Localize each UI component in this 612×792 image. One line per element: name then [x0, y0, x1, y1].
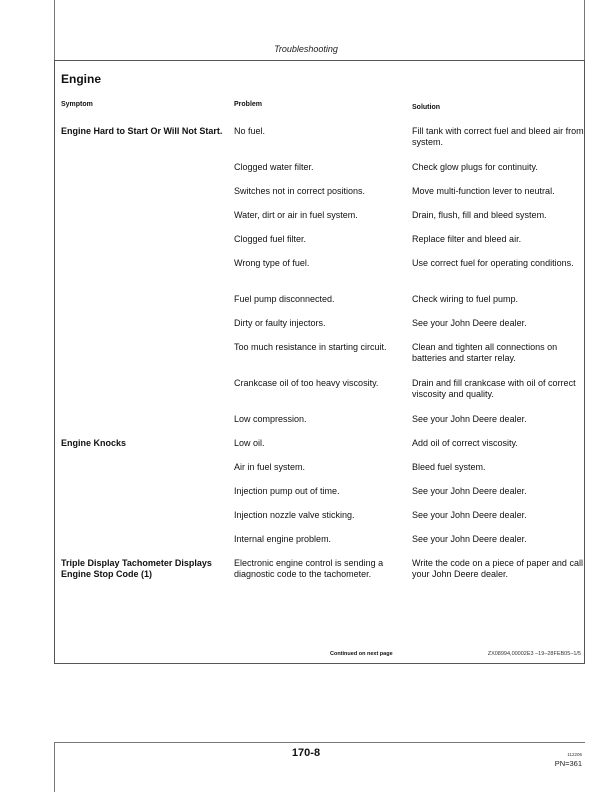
solution-text: Use correct fuel for operating conditions. — [412, 258, 574, 268]
problem-text: Switches not in correct positions. — [234, 186, 366, 196]
solution-text: Replace filter and bleed air. — [412, 234, 522, 244]
solution-text: Fill tank with correct fuel and bleed air from system. — [412, 126, 584, 147]
problem-text: Internal engine problem. — [234, 534, 332, 544]
column-header-solution: Solution — [412, 104, 440, 111]
problem-text: No fuel. — [234, 126, 266, 136]
solution-text: See your John Deere dealer. — [412, 534, 527, 544]
problem-text: Air in fuel system. — [234, 462, 306, 472]
problem-text: Crankcase oil of too heavy viscosity. — [234, 378, 379, 388]
document-id: ZX08994,00002E3 –19–28FEB05–1/5 — [487, 651, 581, 657]
problem-text: Injection pump out of time. — [234, 486, 340, 496]
solution-text: See your John Deere dealer. — [412, 486, 527, 496]
problem-text: Clogged water filter. — [234, 162, 314, 172]
footer-rule — [54, 742, 585, 743]
column-header-symptom: Symptom — [61, 101, 93, 108]
solution-text: Bleed fuel system. — [412, 462, 486, 472]
problem-text: Wrong type of fuel. — [234, 258, 310, 268]
continued-note: Continued on next page — [330, 651, 393, 657]
solution-text: Move multi-function lever to neutral. — [412, 186, 555, 196]
solution-text: Drain and fill crankcase with oil of correct viscosity and quality. — [412, 378, 576, 399]
solution-text: Drain, flush, fill and bleed system. — [412, 210, 547, 220]
solution-text: Add oil of correct viscosity. — [412, 438, 518, 448]
symptom-text: Engine Hard to Start Or Will Not Start. — [61, 126, 223, 136]
section-title: Engine — [61, 72, 102, 86]
problem-text: Injection nozzle valve sticking. — [234, 510, 355, 520]
problem-text: Low oil. — [234, 438, 265, 448]
problem-text: Fuel pump disconnected. — [234, 294, 335, 304]
solution-text: See your John Deere dealer. — [412, 414, 527, 424]
problem-text: Water, dirt or air in fuel system. — [234, 210, 358, 220]
page-number: 170-8 — [291, 747, 321, 759]
problem-text: Low compression. — [234, 414, 307, 424]
solution-text: Write the code on a piece of paper and call your John Deere dealer. — [412, 558, 583, 579]
solution-text: See your John Deere dealer. — [412, 510, 527, 520]
part-number: PN=361 — [554, 759, 582, 768]
solution-text: Check wiring to fuel pump. — [412, 294, 519, 304]
date-code: 112206 — [567, 752, 582, 757]
solution-text: Check glow plugs for continuity. — [412, 162, 538, 172]
running-header: Troubleshooting — [274, 44, 338, 54]
column-header-problem: Problem — [234, 101, 263, 108]
problem-text: Too much resistance in starting circuit. — [234, 342, 387, 352]
problem-text: Electronic engine control is sending a diagnostic code to the tachometer. — [234, 558, 384, 579]
symptom-text: Engine Knocks — [61, 438, 127, 448]
problem-text: Clogged fuel filter. — [234, 234, 307, 244]
symptom-text: Triple Display Tachometer Displays Engine Stop Code (1) — [61, 558, 212, 579]
solution-text: See your John Deere dealer. — [412, 318, 527, 328]
problem-text: Dirty or faulty injectors. — [234, 318, 326, 328]
solution-text: Clean and tighten all connections on batteries and starter relay. — [412, 342, 558, 363]
